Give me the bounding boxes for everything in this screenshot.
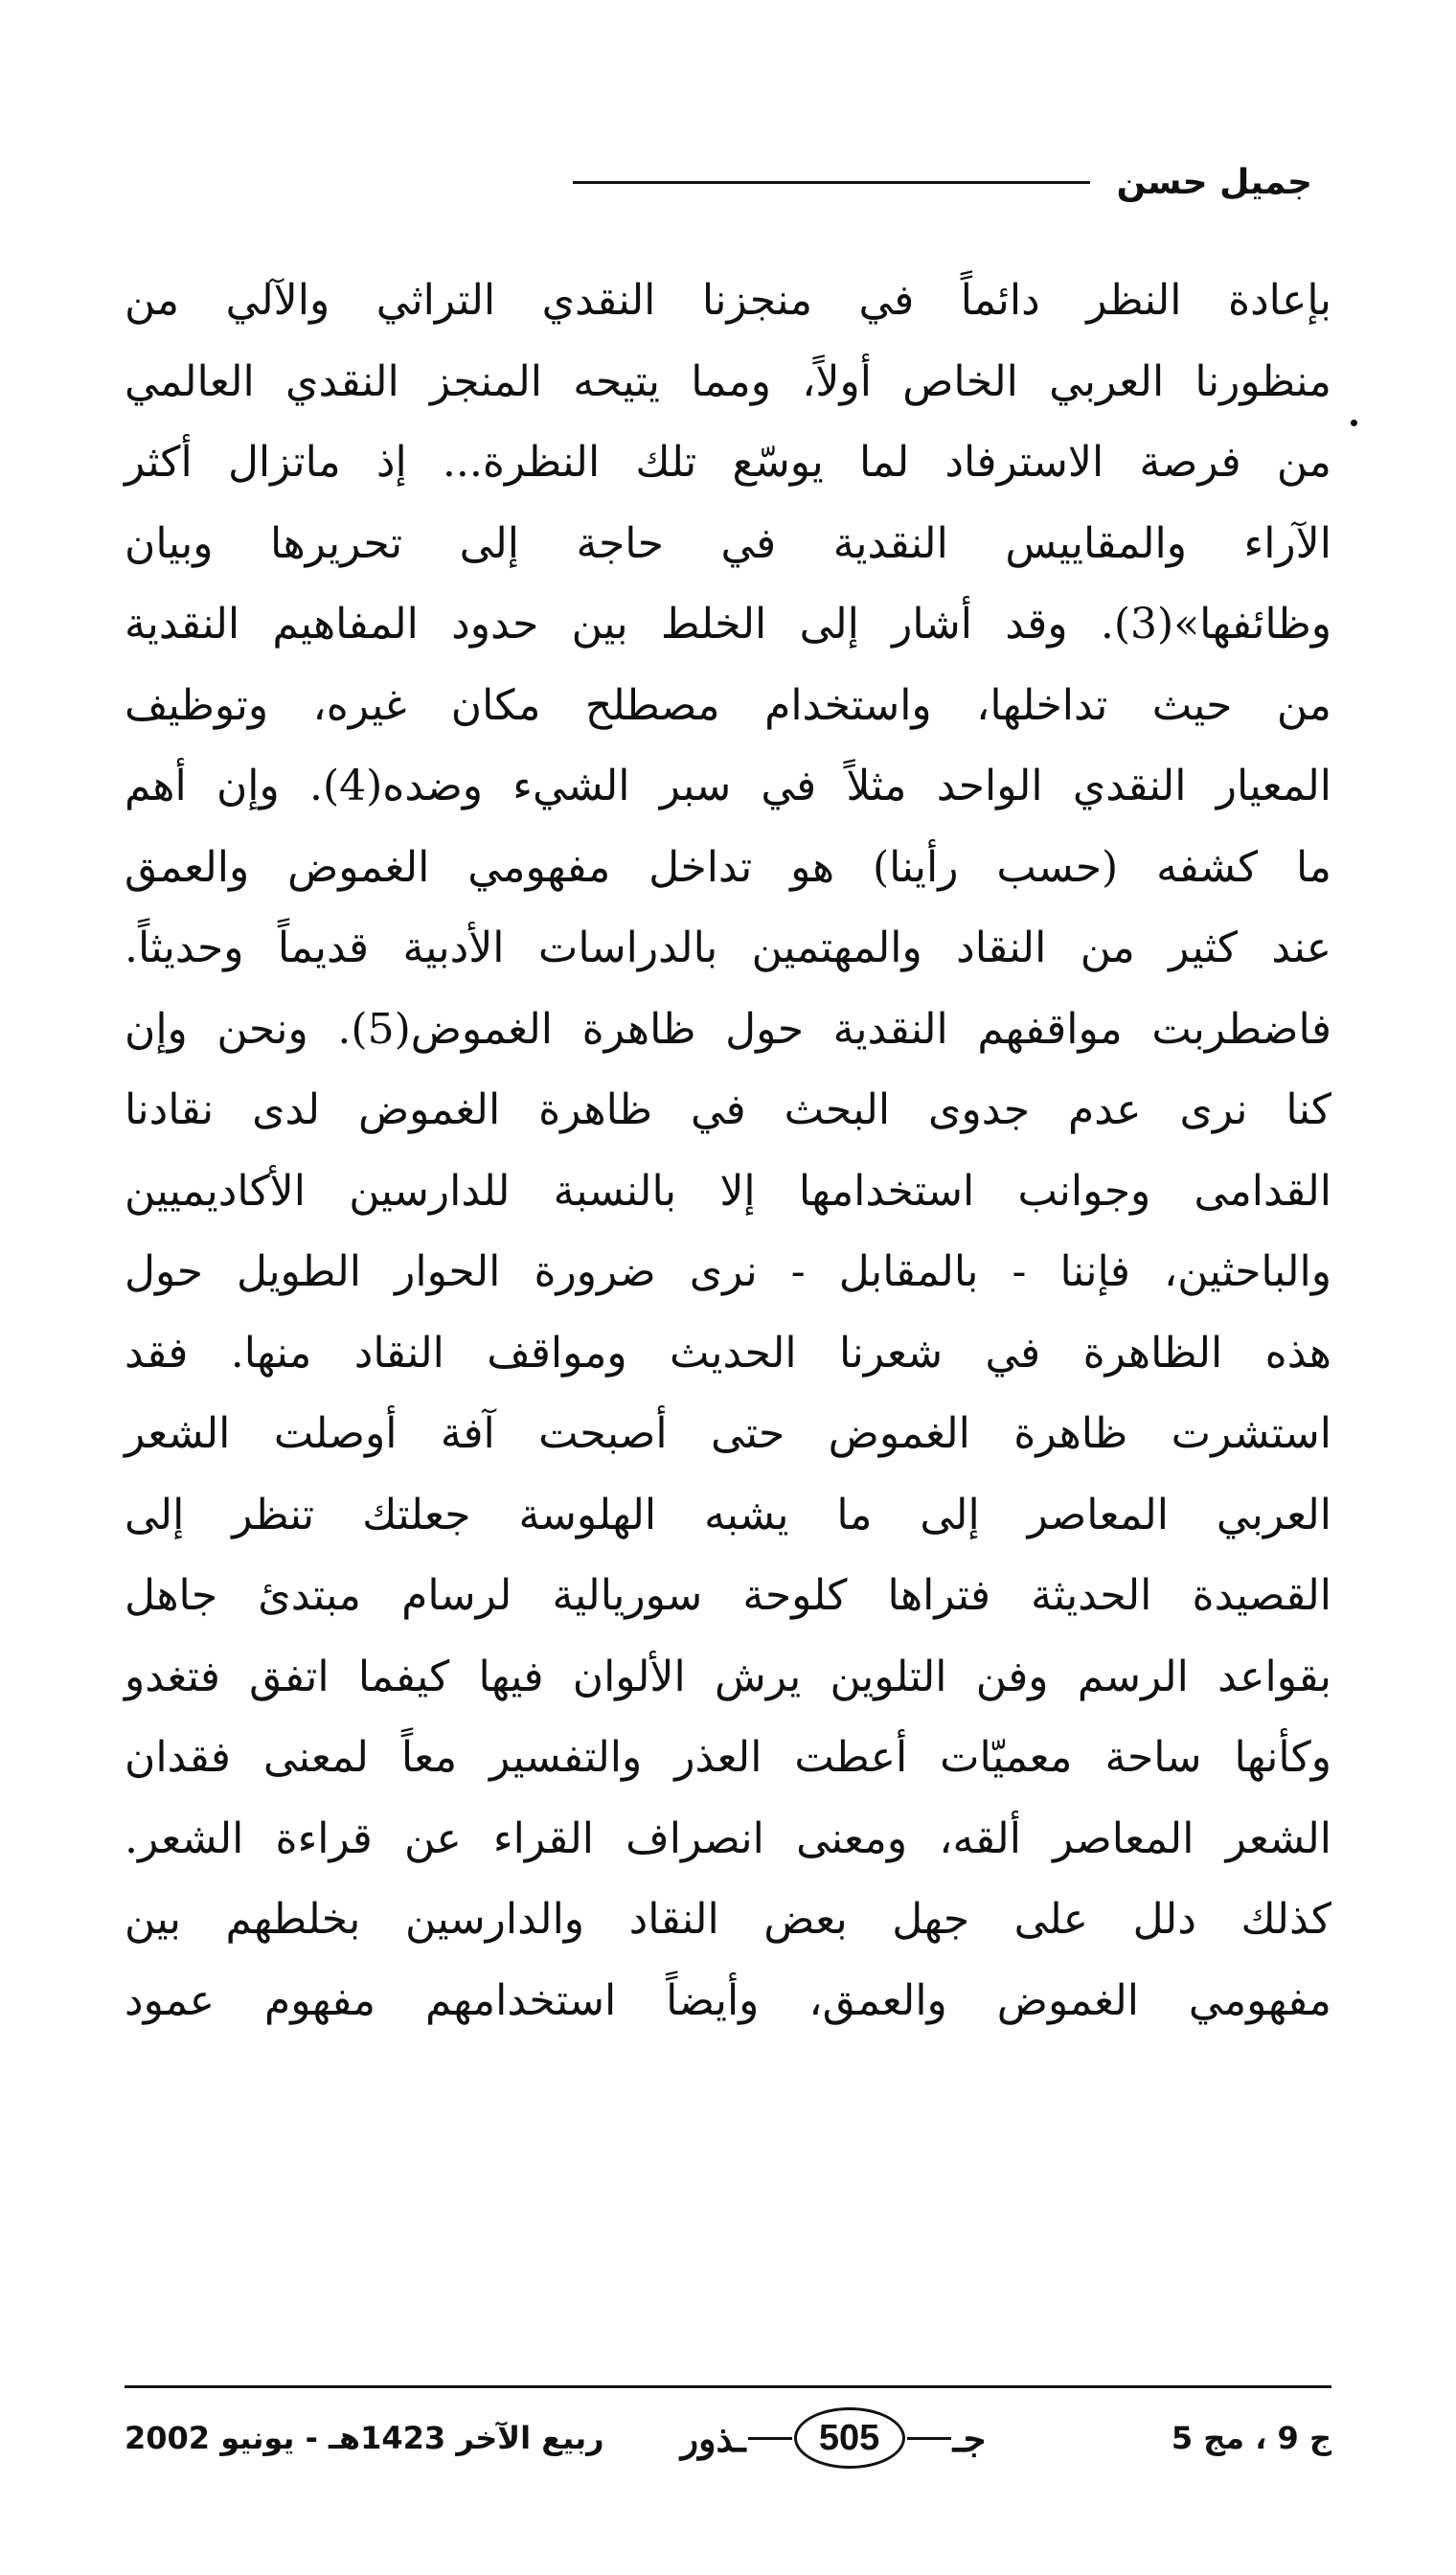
journal-rule-left — [748, 2437, 792, 2440]
journal-mark — [623, 2407, 1044, 2469]
text-line: والباحثين، فإننا - بالمقابل - نرى ضرورة الحوار الطويل حول — [125, 1247, 1331, 1296]
text-line: كذلك دلل على جهل بعض النقاد والدارسين بخلطهم بين — [125, 1895, 1331, 1944]
text-line: القدامى وجوانب استخدامها إلا بالنسبة للدارسين الأكاديميين — [125, 1166, 1331, 1216]
text-line: وظائفها»(3). وقد أشار إلى الخلط بين حدود المفاهيم النقدية — [125, 600, 1331, 649]
text-line: القصيدة الحديثة فتراها كلوحة سوريالية لرسام مبتدئ جاهل — [125, 1571, 1331, 1620]
text-line: وكأنها ساحة معميّات أعطت العذر والتفسير معاً لمعنى فقدان — [125, 1733, 1331, 1782]
journal-name-end: ـذور — [680, 2416, 746, 2460]
text-line: هذه الظاهرة في شعرنا الحديث ومواقف النقاد منها. فقد — [125, 1328, 1331, 1378]
page-number: 505 — [794, 2407, 905, 2469]
text-line: فاضطربت مواقفهم النقدية حول ظاهرة الغموض(5). ونحن وإن — [125, 1004, 1331, 1054]
running-header — [125, 153, 1312, 211]
issue-date: ربيع الآخر 1423هـ - يونيو 2002 — [125, 2420, 604, 2456]
margin-dot — [1351, 420, 1357, 426]
text-line: من فرصة الاسترفاد لما يوسّع تلك النظرة... إذ ماتزال أكثر — [125, 438, 1331, 487]
author-name: جميل حسن — [1116, 162, 1312, 202]
text-line: بإعادة النظر دائماً في منجزنا النقدي التراثي والآلي من — [125, 276, 1331, 325]
text-line: عند كثير من النقاد والمهتمين بالدراسات الأدبية قديماً وحديثاً. — [125, 923, 1331, 972]
text-line: كنا نرى عدم جدوى البحث في ظاهرة الغموض لدى نقادنا — [125, 1085, 1331, 1134]
issue-volume: ج 9 ، مج 5 — [1171, 2420, 1331, 2456]
journal-rule-right — [907, 2437, 951, 2440]
text-line: ما كشفه (حسب رأينا) هو تداخل مفهومي الغموض والعمق — [125, 842, 1331, 892]
journal-name-start: جـ — [952, 2416, 987, 2460]
text-line: استشرت ظاهرة الغموض حتى أصبحت آفة أوصلت الشعر — [125, 1409, 1331, 1458]
text-line: من حيث تداخلها، واستخدام مصطلح مكان غيره، وتوظيف — [125, 680, 1331, 730]
page-footer — [125, 2400, 1331, 2476]
text-line: منظورنا العربي الخاص أولاً، ومما يتيحه المنجز النقدي العالمي — [125, 356, 1331, 406]
footer-rule — [125, 2385, 1331, 2388]
header-rule — [573, 181, 1090, 184]
body-text — [125, 261, 1331, 2041]
text-line: العربي المعاصر إلى ما يشبه الهلوسة جعلتك تنظر إلى — [125, 1490, 1331, 1539]
text-line: المعيار النقدي الواحد مثلاً في سبر الشيء وضده(4). وإن أهم — [125, 762, 1331, 810]
text-line: بقواعد الرسم وفن التلوين يرش الألوان فيها كيفما اتفق فتغدو — [125, 1652, 1331, 1701]
text-line: مفهومي الغموض والعمق، وأيضاً استخدامهم مفهوم عمود — [125, 1975, 1331, 2025]
text-line: الشعر المعاصر ألقه، ومعنى انصراف القراء عن قراءة الشعر. — [125, 1813, 1331, 1863]
text-line: الآراء والمقاييس النقدية في حاجة إلى تحريرها وبيان — [125, 518, 1331, 568]
